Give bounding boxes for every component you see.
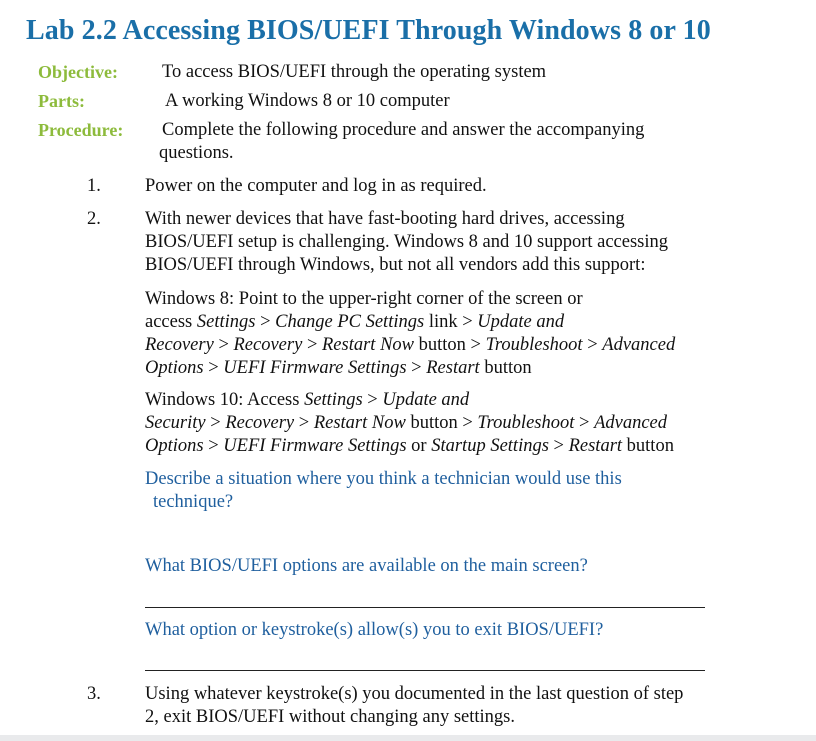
step-3-text [145, 683, 745, 729]
procedure-line-1: Complete the following procedure and answer the accompanying [162, 120, 645, 140]
objective-label: Objective: [38, 62, 118, 82]
win10-line-1: Windows 10: Access Settings > Update and [145, 390, 470, 410]
step-2-number: 2. [87, 209, 101, 229]
windows-10-instructions [145, 389, 745, 458]
procedure-label: Procedure: [38, 120, 124, 140]
bottom-edge-bar [0, 735, 816, 741]
step-1-number: 1. [87, 176, 101, 196]
step-2-line-1: With newer devices that have fast-booting hard drives, accessing [145, 209, 625, 229]
procedure-text [159, 119, 645, 165]
step-1-line: Power on the computer and log in as required. [145, 176, 487, 196]
objective-text: To access BIOS/UEFI through the operating system [162, 62, 547, 82]
question-2-line: What BIOS/UEFI options are available on the main screen? [145, 556, 588, 576]
win8-line-3: Recovery > Recovery > Restart Now button > Troubleshoot > Advanced [145, 335, 676, 355]
parts-text: A working Windows 8 or 10 computer [165, 91, 450, 111]
step-2-line-2: BIOS/UEFI setup is challenging. Windows 8 and 10 support accessing [145, 232, 669, 252]
question-1-line-2: technique? [153, 492, 234, 512]
step-2-intro [145, 208, 745, 277]
win10-line-3: Options > UEFI Firmware Settings or Startup Settings > Restart button [145, 436, 674, 456]
step-2-line-3: BIOS/UEFI through Windows, but not all vendors add this support: [145, 255, 646, 275]
parts-label: Parts: [38, 91, 85, 111]
question-3-line: What option or keystroke(s) allow(s) you to exit BIOS/UEFI? [145, 620, 604, 640]
procedure-line-2: questions. [159, 143, 234, 163]
step-3-line-1: Using whatever keystroke(s) you documented in the last question of step [145, 684, 684, 704]
answer-line-3[interactable] [145, 670, 705, 671]
question-1 [145, 468, 622, 514]
win10-line-2: Security > Recovery > Restart Now button > Troubleshoot > Advanced [145, 413, 668, 433]
step-1-text [145, 175, 745, 198]
windows-8-instructions [145, 288, 745, 380]
answer-line-2[interactable] [145, 607, 705, 608]
win8-line-2: access Settings > Change PC Settings link > Update and [145, 312, 565, 332]
page-title: Lab 2.2 Accessing BIOS/UEFI Through Windows 8 or 10 [26, 15, 711, 46]
step-3-number: 3. [87, 684, 101, 704]
win8-line-1: Windows 8: Point to the upper-right corner of the screen or [145, 289, 583, 309]
step-3-line-2: 2, exit BIOS/UEFI without changing any settings. [145, 707, 515, 727]
win8-line-4: Options > UEFI Firmware Settings > Restart button [145, 358, 532, 378]
question-3 [145, 619, 603, 642]
question-2 [145, 555, 588, 578]
question-1-line-1: Describe a situation where you think a technician would use this [145, 469, 622, 489]
